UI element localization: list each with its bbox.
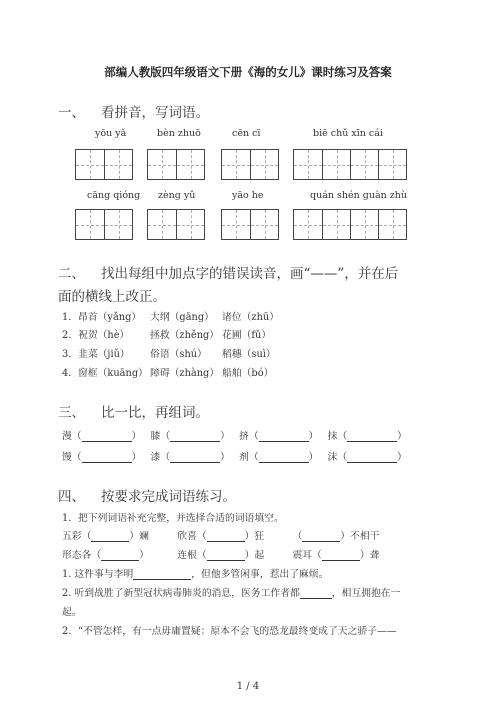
answer-blank[interactable] [207, 531, 245, 542]
section1-heading: 一、 看拼音，写词语。 [58, 105, 209, 121]
page-number: 1 / 4 [236, 681, 260, 692]
writing-box[interactable] [293, 209, 407, 240]
pinyin-label: zèng yǔ [158, 190, 196, 201]
answer-blank[interactable] [259, 431, 309, 442]
question-1: 1．把下列词语补充完整，并选择合适的词语填空。 [62, 513, 284, 524]
answer-blank[interactable] [82, 431, 132, 442]
reading-row-3: 3．韭菜（jiǔ） 俗语（shú） 稻穗（suì） [62, 349, 276, 360]
answer-blank[interactable] [170, 431, 220, 442]
answer-blank[interactable] [170, 452, 220, 463]
page-title: 部编人教版四年级语文下册《海的女儿》课时练习及答案 [104, 65, 392, 79]
answer-blank[interactable] [300, 588, 332, 599]
answer-blank[interactable] [207, 550, 245, 561]
question-2: 2．“不管怎样，有一点毋庸置疑：原本不会飞的恐龙最终变成了天之骄子—— [62, 626, 397, 637]
reading-row-1: 1．昂首（yǎng） 大纲（gāng） 诸位（zhū） [62, 312, 279, 323]
pinyin-label: biē chǔ xīn cái [313, 128, 383, 139]
pinyin-label: bèn zhuō [157, 128, 201, 139]
compare-row-1: 漫（ ） 膝（ ） 挤（ ） 抹（ ） [62, 431, 407, 442]
pinyin-label: yāo he [232, 190, 264, 201]
section2-heading: 二、 找出每组中加点字的错误读音，画“——”，并在后 [58, 266, 399, 282]
writing-box[interactable] [147, 209, 205, 240]
writing-box[interactable] [75, 209, 133, 240]
sentence-1: 1. 这件事与李明 ，但他多管闲事，惹出了麻烦。 [62, 569, 329, 580]
answer-blank[interactable] [91, 531, 129, 542]
writing-box[interactable] [75, 149, 133, 180]
writing-box[interactable] [221, 149, 279, 180]
section2-heading-cont: 面的横线上改正。 [58, 289, 166, 305]
answer-blank[interactable] [82, 452, 132, 463]
sentence-2-cont: 起。 [62, 607, 82, 618]
compare-row-2: 馒（ ） 漆（ ） 剂（ ） 沫（ ） [62, 452, 407, 463]
answer-blank[interactable] [133, 569, 191, 580]
fill-row-1: 五彩（ ）斓 欣喜（ ）狂 （ ）不相干 [62, 531, 380, 542]
pinyin-label: cēn cī [232, 128, 261, 139]
writing-box[interactable] [147, 149, 205, 180]
writing-box[interactable] [293, 149, 407, 180]
answer-blank[interactable] [302, 531, 340, 542]
pinyin-label: quán shén guàn zhù [310, 190, 407, 201]
pinyin-label: yōu yǎ [95, 128, 127, 139]
answer-blank[interactable] [259, 452, 309, 463]
fill-row-2: 形态各（ ） 连根（ ）起 震耳（ ）聋 [62, 550, 380, 561]
section3-heading: 三、 比一比，再组词。 [58, 405, 209, 421]
reading-row-4: 4．窗框（kuāng） 障碍（zhàng） 船舶（bó） [62, 368, 274, 379]
section4-heading: 四、 按要求完成词语练习。 [58, 489, 236, 505]
answer-blank[interactable] [347, 452, 397, 463]
answer-blank[interactable] [322, 550, 360, 561]
sentence-2: 2. 听到战胜了新型冠状病毒肺炎的消息，医务工作者都 ，相互拥抱在一 [62, 588, 401, 599]
answer-blank[interactable] [101, 550, 139, 561]
writing-box[interactable] [221, 209, 279, 240]
reading-row-2: 2．祝贺（hè） 拯救（zhěng） 花圃（fǔ） [62, 330, 272, 341]
pinyin-label: cāng qióng [87, 190, 141, 201]
answer-blank[interactable] [347, 431, 397, 442]
